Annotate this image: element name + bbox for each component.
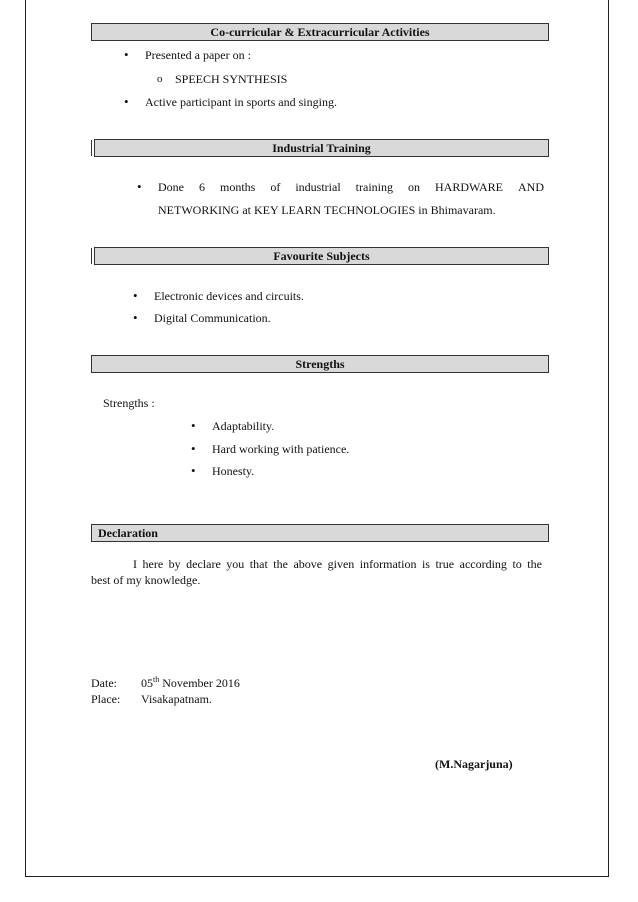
training-line-1 bbox=[158, 180, 544, 194]
word: industrial bbox=[295, 180, 341, 194]
bullet-icon: • bbox=[137, 179, 142, 194]
activities-item-2: Active participant in sports and singing. bbox=[145, 95, 337, 109]
circle-bullet-icon: o bbox=[157, 73, 163, 85]
word: of bbox=[270, 180, 281, 194]
signature: (M.Nagarjuna) bbox=[435, 757, 513, 771]
declaration-line-2: best of my knowledge. bbox=[91, 573, 201, 587]
word: the bbox=[527, 557, 542, 571]
strengths-item-2: Hard working with patience. bbox=[212, 442, 350, 456]
bullet-icon: • bbox=[191, 441, 196, 456]
activities-header: Co-curricular & Extracurricular Activities bbox=[91, 23, 549, 41]
strengths-item-1: Adaptability. bbox=[212, 419, 275, 433]
word: training bbox=[355, 180, 393, 194]
date-value: 05th November 2016 bbox=[141, 675, 240, 690]
word: true bbox=[435, 557, 455, 571]
word: by bbox=[168, 557, 181, 571]
activities-item-1: Presented a paper on : bbox=[145, 48, 251, 62]
bullet-icon: • bbox=[133, 288, 138, 303]
word: AND bbox=[518, 180, 544, 194]
word: given bbox=[327, 557, 355, 571]
subjects-item-2: Digital Communication. bbox=[154, 311, 271, 325]
word: 6 bbox=[199, 180, 205, 194]
word: that bbox=[249, 557, 268, 571]
word: the bbox=[273, 557, 288, 571]
word: Done bbox=[158, 180, 184, 194]
declaration-line-1 bbox=[133, 557, 542, 571]
word: months bbox=[220, 180, 256, 194]
word: information bbox=[359, 557, 417, 571]
strengths-item-3: Honesty. bbox=[212, 464, 255, 478]
word: I bbox=[133, 557, 137, 571]
bullet-icon: • bbox=[133, 310, 138, 325]
bullet-icon: • bbox=[191, 418, 196, 433]
subjects-header: Favourite Subjects bbox=[94, 247, 549, 265]
place-value: Visakapatnam. bbox=[141, 692, 212, 706]
training-line-2: NETWORKING at KEY LEARN TECHNOLOGIES in Bhimavaram. bbox=[158, 203, 496, 217]
word: on bbox=[408, 180, 420, 194]
word: here bbox=[142, 557, 164, 571]
word: is bbox=[421, 557, 430, 571]
word: above bbox=[293, 557, 323, 571]
word: you bbox=[226, 557, 245, 571]
place-label: Place: bbox=[91, 692, 121, 706]
bullet-icon: • bbox=[191, 463, 196, 478]
word: declare bbox=[186, 557, 221, 571]
bullet-icon: • bbox=[124, 94, 129, 109]
strengths-label: Strengths : bbox=[103, 396, 155, 410]
strengths-header: Strengths bbox=[91, 355, 549, 373]
bullet-icon: • bbox=[124, 47, 129, 62]
declaration-header: Declaration bbox=[91, 524, 549, 542]
date-label: Date: bbox=[91, 676, 117, 690]
training-header: Industrial Training bbox=[94, 139, 549, 157]
word: to bbox=[512, 557, 522, 571]
word: according bbox=[459, 557, 507, 571]
activities-subitem: SPEECH SYNTHESIS bbox=[175, 72, 288, 86]
subjects-item-1: Electronic devices and circuits. bbox=[154, 289, 304, 303]
word: HARDWARE bbox=[435, 180, 503, 194]
page-frame bbox=[25, 0, 609, 877]
